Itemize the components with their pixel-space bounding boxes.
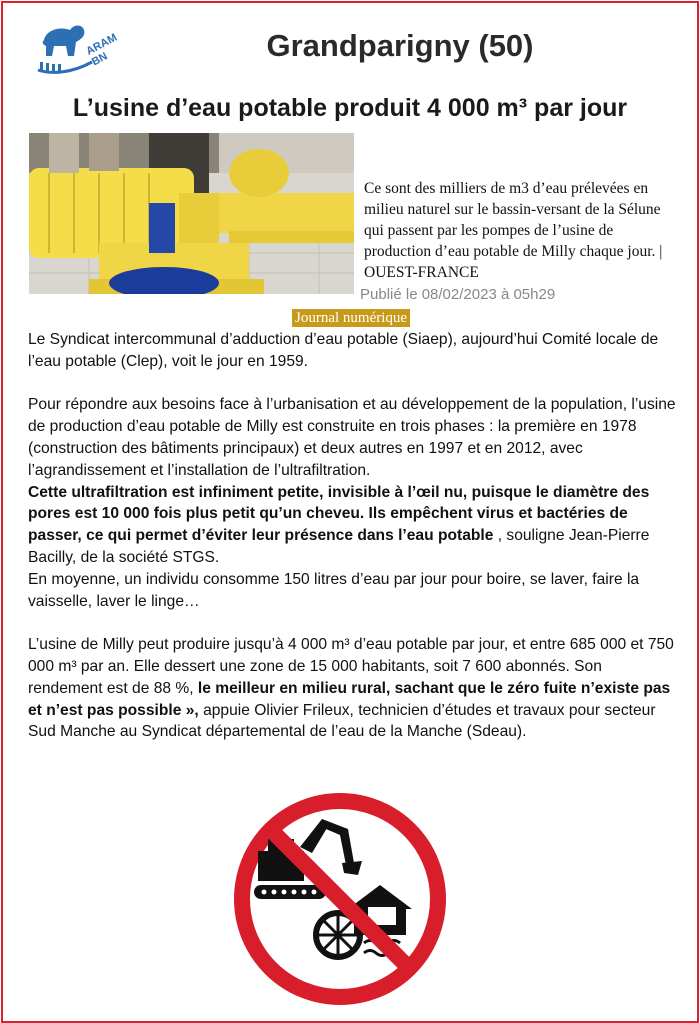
paragraph-consumption: En moyenne, un individu consomme 150 litres d’eau par jour pour boire, se laver, faire la vaisselle, laver le linge…: [28, 570, 640, 610]
no-construction-near-water-sign-icon: [230, 789, 450, 1009]
paragraph-history: Le Syndicat intercommunal d’adduction d’eau potable (Siaep), aujourd’hui Comité locale de l’eau potable (Clep), voit le jour en 1959.: [28, 331, 659, 370]
quote-attribution: , souligne Jean-Pierre Bacilly, de la société STGS.: [28, 527, 650, 566]
paragraph-phases: Pour répondre aux besoins face à l’urbanisation et au développement de la population, l’usine de production d’eau potable de Milly est construite en trois phases : la première en 1978 (construction des bâtiments principaux) et deux autres en 1997 et en 2012, avec l’agrandissement et l’installation de l’ultrafiltration.: [28, 396, 676, 479]
industrial-pumps-photo-icon: [29, 133, 354, 294]
paragraph-production: [28, 634, 676, 743]
photo-caption: [364, 178, 684, 283]
quote-ultrafiltration: Cette ultrafiltration est infiniment petite, invisible à l’œil nu, puisque le diamètre des pores est 10 000 fois plus petit qu’un cheveu. Ils empêchent virus et bactéries de passer, ce qui permet d’éviter leur présence dans l’eau potable: [28, 483, 650, 545]
production-text: L’usine de Milly peut produire jusqu’à 4 000 m³ d’eau potable par jour, et entre 685 000 et 750 000 m³ par an. Elle dessert une zone de 15 000 habitants, soit 7 600 abonnés. Son rendement est de 88 %,: [28, 636, 674, 697]
article-headline: L’usine d’eau potable produit 4 000 m³ par jour: [72, 94, 628, 122]
efficiency-attribution: appuie Olivier Frileux, technicien d’études et travaux pour secteur Sud Manche au Syndicat départemental de l’eau de la Manche (Sdeau).: [28, 701, 656, 741]
quote-efficiency: le meilleur en milieu rural, sachant que le zéro fuite n’existe pas et n’est pas possible »,: [28, 679, 671, 719]
aram-logo: [30, 12, 120, 82]
photo-credit: | OUEST-FRANCE: [364, 243, 663, 281]
caption-text: Ce sont des milliers de m3 d’eau prélevées en milieu naturel sur le bassin-versant de la Sélune qui passent par les pompes de l’usine de production d’eau potable de Milly chaque jour.: [364, 180, 661, 260]
page-title: Grandparigny (50): [266, 28, 534, 63]
journal-label[interactable]: Journal numérique: [292, 309, 410, 327]
article-body: [28, 329, 676, 743]
paragraph-ultrafiltration: [28, 482, 676, 569]
publish-date: Publié le 08/02/2023 à 05h29: [360, 286, 556, 303]
logo-text: ARAM BN: [84, 31, 120, 69]
pumps-photo: [29, 133, 354, 294]
prohibition-sign: [230, 789, 450, 1009]
